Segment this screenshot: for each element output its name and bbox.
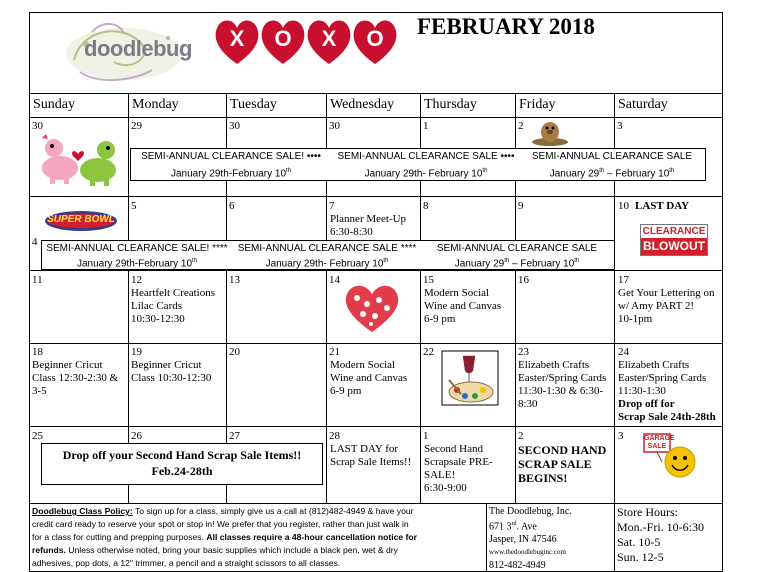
banner-title: SEMI-ANNUAL CLEARANCE SALE! •••• — [141, 151, 321, 162]
xoxo-letter: X — [229, 26, 245, 51]
banner-segment — [521, 150, 703, 180]
policy-title: Doodlebug Class Policy: — [32, 506, 133, 516]
scrap-sale-begins: SECOND HAND SCRAP SALE BEGINS! — [518, 443, 607, 485]
date-number: 18 — [32, 346, 43, 358]
store-hours: Store Hours: Mon.-Fri. 10-6:30 Sat. 10-5 Sun. 12-5 — [617, 505, 704, 564]
banner-title: SEMI-ANNUAL CLEARANCE SALE •••• — [337, 151, 515, 162]
date-number: 30 — [229, 120, 240, 132]
date-number: 3 — [618, 430, 624, 442]
groundhog-image — [530, 118, 570, 146]
date-number: 27 — [229, 430, 240, 442]
day-name-wednesday: Wednesday — [330, 97, 395, 112]
drop-off-notice: Drop off for Scrap Sale 24th-28th — [618, 398, 716, 423]
wine-palette-image — [441, 350, 499, 406]
xoxo-letter: O — [274, 26, 292, 51]
grid-line — [29, 196, 723, 197]
event-last-day-scrap: LAST DAY for Scrap Sale Items!! — [330, 443, 412, 468]
xoxo-hearts — [213, 16, 401, 70]
clearance-top: CLEARANCE — [642, 226, 706, 237]
date-number: 7 — [329, 200, 335, 212]
date-number: 10 — [618, 200, 629, 212]
date-number: 2 — [518, 430, 524, 442]
date-number: 30 — [32, 120, 43, 132]
month-title: FEBRUARY 2018 — [417, 14, 595, 39]
day-name-friday: Friday — [519, 97, 556, 112]
banner-segment — [131, 150, 331, 180]
date-number: 24 — [618, 346, 629, 358]
clearance-banner — [41, 240, 615, 270]
date-number: 9 — [518, 200, 524, 212]
event-planner-meetup: Planner Meet-Up 6:30-8:30 — [330, 213, 407, 238]
date-number: 30 — [329, 120, 340, 132]
date-number: 12 — [131, 274, 142, 286]
banner-title: SEMI-ANNUAL CLEARANCE SALE **** — [237, 243, 417, 254]
banner-segment — [422, 242, 612, 270]
grid-line — [29, 343, 723, 344]
grid-line — [29, 503, 723, 504]
xoxo-letter: O — [366, 26, 384, 51]
banner-dates: January 29th – February 10th — [454, 258, 580, 270]
date-number: 29 — [131, 120, 142, 132]
banner-segment — [232, 242, 422, 270]
wine-glass-icon — [441, 350, 499, 406]
date-number: 22 — [423, 346, 434, 358]
clearance-banner — [130, 148, 706, 181]
grid-line — [486, 503, 487, 572]
store-address: The Doodlebug, Inc. 671 3rd. Ave Jasper, IN 47546 www.thedoodlebuginc.com 812-482-4949 — [489, 506, 572, 572]
date-number: 15 — [423, 274, 434, 286]
date-number: 17 — [618, 274, 629, 286]
date-number: 23 — [518, 346, 529, 358]
date-number: 5 — [131, 200, 137, 212]
grid-line — [29, 117, 723, 118]
date-number: 25 — [32, 430, 43, 442]
event-beginner-cricut: Beginner Cricut Class 10:30-12:30 — [131, 359, 212, 384]
event-elizabeth-crafts: Elizabeth Crafts Easter/Spring Cards 11:30-1:30 — [618, 359, 707, 397]
xoxo-letter: X — [321, 26, 337, 51]
event-wine-canvas: Modern Social Wine and Canvas 6-9 pm — [330, 359, 408, 397]
date-number: 14 — [329, 274, 340, 286]
super-bowl-image — [44, 210, 118, 232]
last-day-label: LAST DAY — [635, 200, 690, 212]
date-number: 1 — [423, 120, 429, 132]
date-number: 3 — [617, 120, 623, 132]
day-name-thursday: Thursday — [424, 97, 477, 112]
event-scrapsale-presale: Second Hand Scrapsale PRE- SALE! 6:30-9:00 — [424, 443, 493, 494]
class-policy: Doodlebug Class Policy: To sign up for a class, simply give us a call at (812)482-4949 & have your credit card ready to reserve your spot or stop in! We prefer that you register, rather than just walk in for a class for cutting and prepping purposes. All classes require a 48-hour cancellation notice for refunds. Unless otherwise noted, bring your basic supplies which include a black pen, wet & dry adhesives, pop dots, a 12" trimmer, a pencil and a straight scissors to all classes. — [32, 506, 417, 568]
clearance-bottom: BLOWOUT — [643, 239, 705, 253]
banner-dates: January 29th – February 10th — [549, 168, 675, 180]
date-number: 13 — [229, 274, 240, 286]
event-lettering: Get Your Lettering on w/ Amy PART 2! 10-1pm — [618, 287, 715, 325]
date-number: 11 — [32, 274, 43, 286]
date-number: 1 — [423, 430, 429, 442]
banner-dates: January 29th-February 10th — [170, 168, 292, 180]
day-name-sunday: Sunday — [33, 97, 75, 112]
garage-sale-image — [640, 432, 702, 480]
banner-dates: January 29th-February 10th — [76, 258, 198, 270]
dinosaurs-image — [34, 130, 126, 188]
banner-segment — [42, 242, 232, 270]
date-number: 19 — [131, 346, 142, 358]
banner-title: SEMI-ANNUAL CLEARANCE SALE — [531, 151, 693, 162]
banner-dates: January 29th- February 10th — [265, 258, 389, 270]
banner-title: SEMI-ANNUAL CLEARANCE SALE! **** — [46, 243, 228, 254]
date-number: 26 — [131, 430, 142, 442]
grid-line — [614, 503, 615, 572]
date-number: 4 — [32, 236, 38, 248]
garage-sale-text: GARAGE SALE — [644, 435, 675, 450]
day-name-monday: Monday — [132, 97, 179, 112]
super-bowl-text: SUPER BOWL — [47, 214, 115, 225]
event-heartfelt-creations: Heartfelt Creations Lilac Cards 10:30-12:30 — [131, 287, 215, 325]
date-number: 16 — [518, 274, 529, 286]
grid-line — [128, 93, 129, 503]
banner-dates: January 29th- February 10th — [364, 168, 488, 180]
date-number: 6 — [229, 200, 235, 212]
event-wine-canvas: Modern Social Wine and Canvas 6-9 pm — [424, 287, 502, 325]
date-number: 2 — [518, 120, 524, 132]
banner-title: SEMI-ANNUAL CLEARANCE SALE — [436, 243, 598, 254]
grid-line — [29, 426, 723, 427]
event-elizabeth-crafts: Elizabeth Crafts Easter/Spring Cards 11:30-1:30 & 6:30- 8:30 — [518, 359, 607, 410]
policy-bold: All classes require a 48-hour cancellation notice for — [206, 532, 417, 542]
grid-line — [29, 93, 723, 94]
logo-text: doodlebug — [84, 36, 192, 61]
phone-number: 812-482-4949 — [489, 560, 546, 572]
website-link[interactable]: www.thedoodlebuginc.com — [489, 548, 566, 557]
event-beginner-cricut: Beginner Cricut Class 12:30-2:30 & 3-5 — [32, 359, 119, 397]
date-number: 8 — [423, 200, 429, 212]
date-number: 21 — [329, 346, 340, 358]
day-name-saturday: Saturday — [618, 97, 668, 112]
date-number: 28 — [329, 430, 340, 442]
groundhog-icon — [530, 118, 570, 146]
scrap-sale-banner: Drop off your Second Hand Scrap Sale Items!! Feb.24-28th — [41, 443, 323, 485]
day-name-tuesday: Tuesday — [230, 97, 277, 112]
date-number: 20 — [229, 346, 240, 358]
clearance-blowout-image — [640, 224, 708, 256]
dinosaur-icon — [34, 130, 126, 188]
hearts-image — [343, 282, 401, 334]
banner-segment — [331, 150, 521, 180]
heart-icon — [343, 282, 401, 334]
logo — [62, 20, 212, 86]
